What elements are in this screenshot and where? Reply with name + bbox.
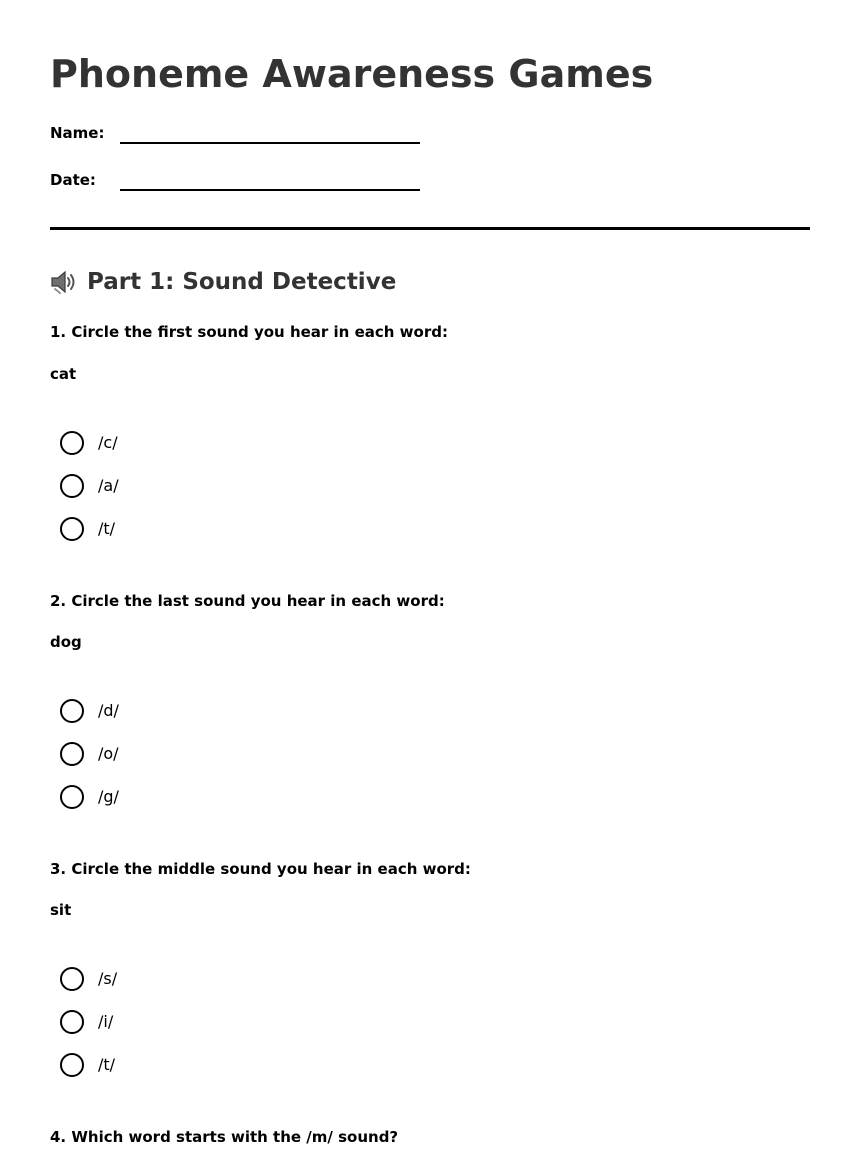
radio-circle[interactable] [60, 742, 84, 766]
option-label: /d/ [98, 701, 119, 720]
radio-circle[interactable] [60, 1010, 84, 1034]
option-label: /g/ [98, 787, 119, 806]
option-label: /c/ [98, 433, 118, 452]
date-field[interactable] [120, 189, 420, 191]
radio-circle[interactable] [60, 967, 84, 991]
question-4-prompt: 4. Which word starts with the /m/ sound? [50, 1128, 399, 1146]
question-3-option-3[interactable] [60, 1053, 260, 1079]
date-label: Date: [50, 171, 96, 189]
name-field[interactable] [120, 142, 420, 144]
name-label: Name: [50, 124, 105, 142]
question-2-option-2[interactable] [60, 742, 260, 768]
question-1-word: cat [50, 365, 77, 383]
option-label: /t/ [98, 519, 116, 538]
page-title: Phoneme Awareness Games [50, 52, 654, 96]
option-label: /a/ [98, 476, 119, 495]
question-3-option-1[interactable] [60, 967, 260, 993]
radio-circle[interactable] [60, 1053, 84, 1077]
radio-circle[interactable] [60, 699, 84, 723]
question-1-prompt: 1. Circle the first sound you hear in each word: [50, 323, 448, 341]
question-3-prompt: 3. Circle the middle sound you hear in each word: [50, 860, 471, 878]
option-label: /t/ [98, 1055, 116, 1074]
question-2-prompt: 2. Circle the last sound you hear in each word: [50, 592, 445, 610]
question-2-option-1[interactable] [60, 699, 260, 725]
radio-circle[interactable] [60, 517, 84, 541]
speaker-icon [50, 269, 78, 295]
question-1-option-1[interactable] [60, 431, 260, 457]
section-title: Part 1: Sound Detective [87, 269, 397, 295]
question-1-option-3[interactable] [60, 517, 260, 543]
radio-circle[interactable] [60, 785, 84, 809]
radio-circle[interactable] [60, 431, 84, 455]
question-2-word: dog [50, 633, 82, 651]
question-3-word: sit [50, 901, 72, 919]
question-1-option-2[interactable] [60, 474, 260, 500]
question-3-option-2[interactable] [60, 1010, 260, 1036]
option-label: /s/ [98, 969, 118, 988]
radio-circle[interactable] [60, 474, 84, 498]
option-label: /i/ [98, 1012, 114, 1031]
question-2-option-3[interactable] [60, 785, 260, 811]
name-field-row [50, 118, 450, 148]
option-label: /o/ [98, 744, 119, 763]
date-field-row [50, 165, 450, 195]
header-divider [50, 227, 810, 230]
